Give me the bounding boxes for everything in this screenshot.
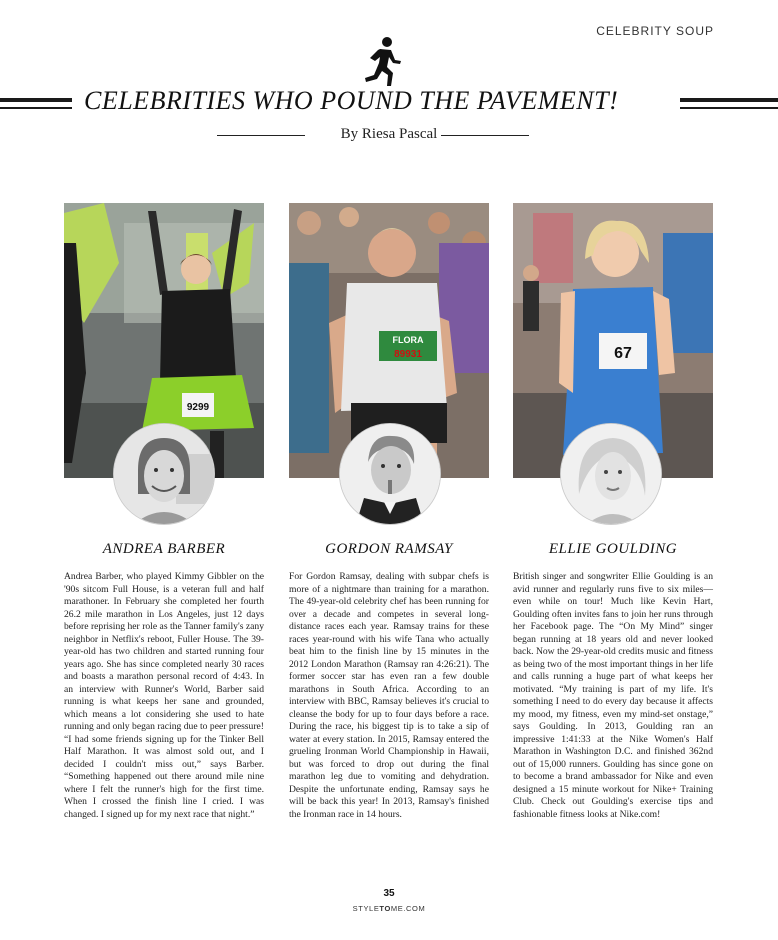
- byline: By Riesa Pascal: [340, 126, 438, 142]
- site-name: [0, 904, 778, 913]
- runner-icon: [360, 36, 404, 90]
- bib-number: 89931: [394, 349, 422, 360]
- article-title: CELEBRITIES WHO POUND THE PAVEMENT!: [84, 86, 619, 115]
- celebrity-name-ellie-goulding: ELLIE GOULDING: [548, 541, 678, 557]
- bib-67: 67: [614, 345, 632, 362]
- title-rule-right: [680, 98, 778, 109]
- site-prefix: STYLE: [352, 904, 380, 913]
- celebrity-name-gordon-ramsay: GORDON RAMSAY: [325, 541, 453, 557]
- title-rule-left: [0, 98, 72, 109]
- celebrity-name-andrea-barber: ANDREA BARBER: [102, 541, 226, 557]
- avatar-ellie-goulding: [561, 424, 661, 524]
- bib-9299: 9299: [186, 402, 210, 413]
- bio-gordon-ramsay: For Gordon Ramsay, dealing with subpar chefs is more of a nightmare than training for a marathon. The 49-year-old celebrity chef has been running for over a decade and competes in several long-distance races each year. Ramsay trains for these races year-round with his wife Tana who actually beat him to the finish line by 15 minutes in the 2012 London Marathon (Ramsay ran 4:26:21). The former soccer star has even ran a few double marathons in South Africa. According to an interview with BBC, Ramsay believes it's crucial to cleanse the body for up to four days before a race. During the race, his biggest tip is to take a sip of water at every station. In 2015, Ramsay entered the grueling Ironman World Championship in Hawaii, but was forced to drop out during the final marathon leg due to vomiting and dehydration. Despite the unfortunate ending, Ramsay says he will be back this year! In 2013, Ramsay's finished the Ironman race in 14 hours.: [289, 571, 489, 820]
- bib-flora: FLORA: [392, 335, 424, 345]
- site-bold: TO: [379, 904, 391, 913]
- section-label: CELEBRITY SOUP: [596, 24, 714, 38]
- bio-andrea-barber: Andrea Barber, who played Kimmy Gibbler on the '90s sitcom Full House, is a veteran full and half marathoner. In February she completed her fourth 26.2 mile marathon in Los Angeles, just 12 days before reprising her role as the Tanner family's zany neighbor in Netflix's reboot, Fuller House. The 39-year-old has two children and started running four years ago. She has since completed nearly 30 races and boasts a marathon personal record of 4:43. In an interview with Runner's World, Barber said running is what keeps her sane and grounded, which means a lot considering she used to hate running and only began racing due to peer pressure! “I had some friends signing up for the Tinker Bell Half Marathon. It was almost sold out, and I decided I couldn't miss out,” says Barber. “Something happened out there around mile nine where I felt the runner's high for the first time. When I crossed the finish line I cried. I was changed. I signed up for my next race that night.”: [64, 571, 264, 820]
- page-number: 35: [383, 888, 395, 899]
- avatar-andrea-barber: [114, 424, 214, 524]
- bio-ellie-goulding: British singer and songwriter Ellie Goulding is an avid runner and regularly runs five to six miles—even while on tour! Much like Kevin Hart, Goulding often invites fans to join her runs through her Facebook page. The “On My Mind” singer began running at 18 years old and never looked back. Now the 29-year-old credits music and fitness as being two of the most important things in her life and calls running a huge part of what keeps her motivated. “My training is part of my life. It's something I need to do every day because it affects my mood, my fitness, even my mind-set onstage,” says Goulding. In 2013, Goulding ran an impressive 1:41:33 at the Nike Women's Half Marathon in Washington D.C. and finished 362nd out of 15,000 runners. Goulding has since gone on to become a brand ambassador for Nike and even designed a 15 minute workout for Nike+ Training Club. Check out Goulding's exercise tips and fashionable fitness looks at Nike.com!: [513, 571, 713, 820]
- avatar-gordon-ramsay: [340, 424, 440, 524]
- site-suffix: ME.COM: [390, 904, 426, 913]
